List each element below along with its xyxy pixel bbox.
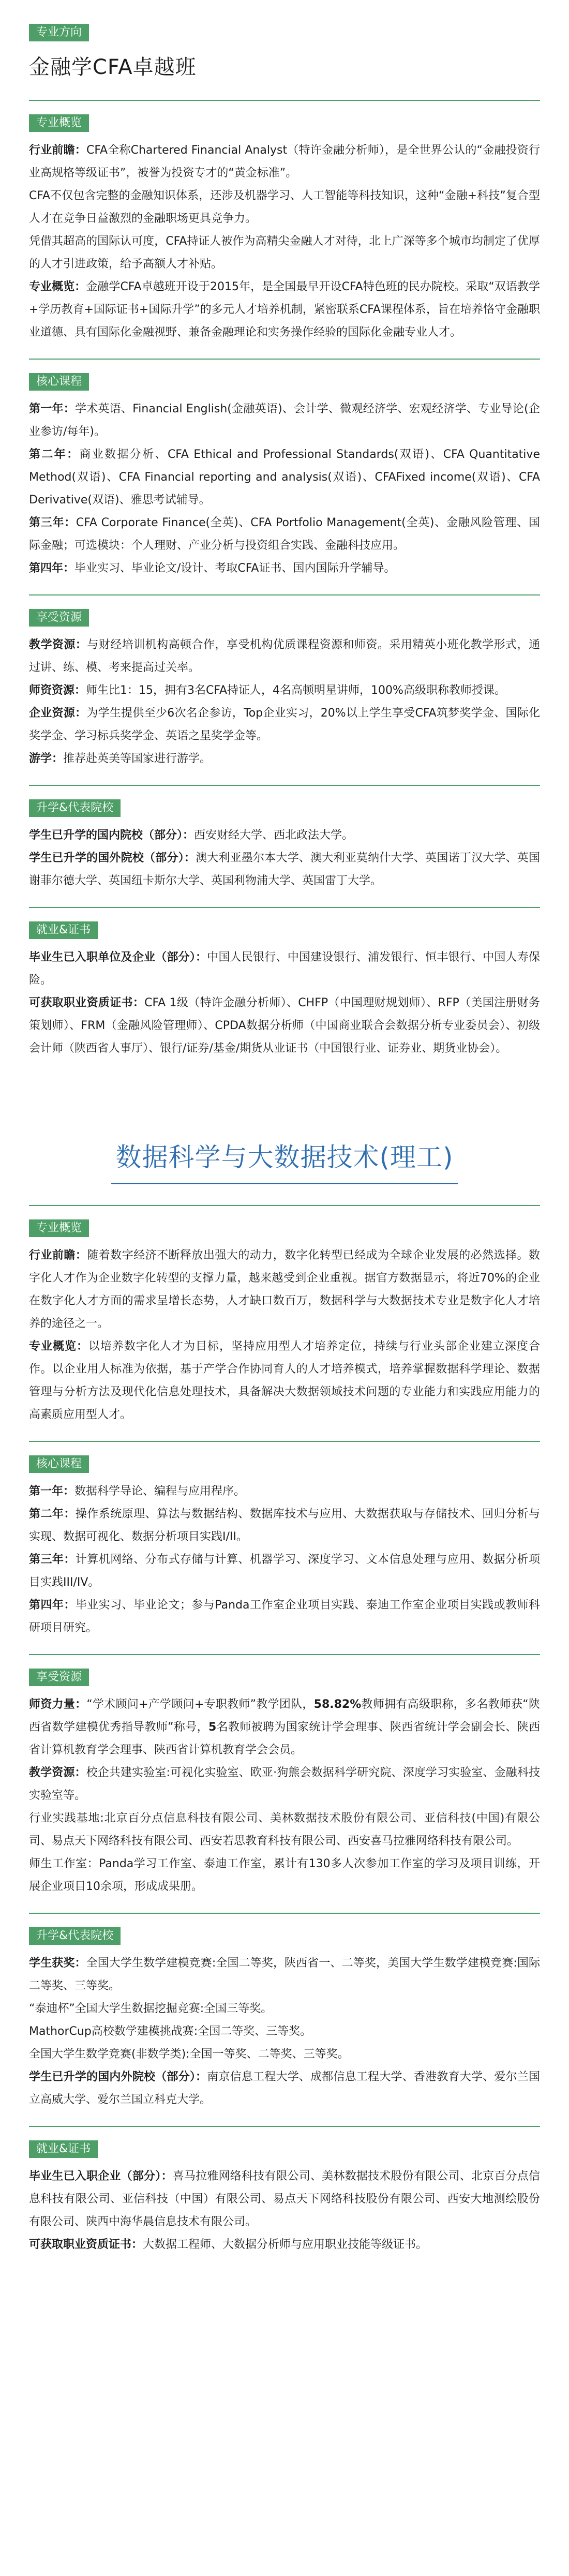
course-year-4: 第四年：毕业实习、毕业论文/设计、考取CFA证书、国内国际升学辅导。 xyxy=(29,562,396,575)
major-title: 数据科学与大数据技术(理工) xyxy=(111,1137,457,1184)
career-item: 毕业生已入职企业（部分）：喜马拉雅网络科技有限公司、美林数据技术股份有限公司、北京百分点信息科技有限公司、亚信科技（中国）有限公司、易点天下网络科技股份有限公司、西安大地测绘股份有限公司、陕西中海华晨信息技术有限公司。 xyxy=(29,2170,540,2228)
overview-block xyxy=(29,1205,540,1426)
career-item: 毕业生已入职单位及企业（部分）：中国人民银行、中国建设银行、浦发银行、恒丰银行、中国人寿保险。 xyxy=(29,951,540,987)
course-year-1: 第一年：数据科学导论、编程与应用程序。 xyxy=(29,1485,246,1498)
overview-paragraph: CFA不仅包含完整的金融知识体系，还涉及机器学习、人工智能等科技知识，这种“金融+科技”复合型人才在竞争日益激烈的金融职场更具竞争力。 xyxy=(29,189,540,225)
major-title: 金融学CFA卓越班 xyxy=(29,55,197,79)
career-item: 可获取职业资质证书：CFA 1级（特许金融分析师）、CHFP（中国理财规划师）、RFP（美国注册财务策划师）、FRM（金融风险管理师）、CPDA数据分析师（中国商业联合会数据分析专业委员会）、初级会计师（陕西省人事厅）、银行/证券/基金/期货从业证书（中国银行业、证券业、期货业协会）。 xyxy=(29,996,540,1055)
resource-item: 教学资源：校企共建实验室:可视化实验室、欧亚·狗熊会数据科学研究院、深度学习实验室、金融科技实验室等。 xyxy=(29,1766,540,1802)
career-item: 可获取职业资质证书：大数据工程师、大数据分析师与应用职业技能等级证书。 xyxy=(29,2238,428,2251)
resources-tag: 享受资源 xyxy=(29,609,89,627)
further-study-item: 学生已升学的国内外院校（部分）：南京信息工程大学、成都信息工程大学、香港教育大学、爱尔兰国立高威大学、爱尔兰国立科克大学。 xyxy=(29,2071,540,2106)
course-year-1: 第一年：学术英语、Financial English(金融英语)、会计学、微观经济学、宏观经济学、专业导论(企业参访/每年)。 xyxy=(29,403,540,438)
resource-item: 师资力量：“学术顾问+产学顾问+专职教师”教学团队，58.82%教师拥有高级职称，多名教师获“陕西省数学建模优秀指导教师”称号，5名教师被聘为国家统计学会理事、陕西省统计学会副会长、陕西省计算机教育学会理事、陕西省计算机教育学会会员。 xyxy=(29,1698,540,1756)
career-block xyxy=(29,2126,540,2256)
major-data-science-section xyxy=(0,1137,569,2256)
overview-tag: 专业概览 xyxy=(29,1219,89,1237)
resource-item: 企业资源：为学生提供至少6次名企参访，Top企业实习，20%以上学生享受CFA筑梦奖学金、国际化奖学金、学习标兵奖学金、英语之星奖学金等。 xyxy=(29,707,540,742)
course-year-3: 第三年：CFA Corporate Finance(全英)、CFA Portfolio Management(全英)、金融风险管理、国际金融；可选模块：个人理财、产业分析与投资组合实践、金融科技应用。 xyxy=(29,516,540,552)
further-study-block xyxy=(29,785,540,892)
resources-block xyxy=(29,594,540,770)
course-year-2: 第二年：商业数据分析、CFA Ethical and Professional Standards(双语)、CFA Quantitative Method(双语)、CFA Financial reporting and analysis(双语)、CFAFixed income(双语)、CFA Derivative(双语)、雅思考试辅导。 xyxy=(29,448,540,507)
section-spacer xyxy=(0,1075,569,1137)
career-tag: 就业&证书 xyxy=(29,921,98,939)
resource-item: 教学资源：与财经培训机构高顿合作，享受机构优质课程资源和师资。采用精英小班化教学形式，通过讲、练、模、考来提高过关率。 xyxy=(29,638,540,674)
overview-paragraph: 专业概览：以培养数字化人才为目标，坚持应用型人才培养定位，持续与行业头部企业建立深度合作。以企业用人标准为依据，基于产学合作协同育人的人才培养模式，培养掌握数据科学理论、数据管理与分析方法及现代化信息处理技术，具备解决大数据领域技术问题的专业能力和实践应用能力的高素质应用型人才。 xyxy=(29,1340,540,1421)
overview-block xyxy=(29,100,540,344)
major-direction-tag: 专业方向 xyxy=(29,24,89,41)
resources-block xyxy=(29,1654,540,1898)
career-block xyxy=(29,907,540,1060)
award-item: 学生获奖：全国大学生数学建模竞赛:全国二等奖，陕西省一、二等奖，美国大学生数学建模竞赛:国际二等奖、三等奖。 xyxy=(29,1957,540,1992)
course-year-3: 第三年：计算机网络、分布式存储与计算、机器学习、深度学习、文本信息处理与应用、数据分析项目实践III/IV。 xyxy=(29,1553,540,1589)
major-cfa-section xyxy=(0,0,569,1060)
overview-paragraph: 凭借其超高的国际认可度，CFA持证人被作为高精尖金融人才对待，北上广深等多个城市均制定了优厚的人才引进政策，给予高额人才补贴。 xyxy=(29,235,540,271)
courses-tag: 核心课程 xyxy=(29,1455,89,1473)
resource-item: 师生工作室：Panda学习工作室、泰迪工作室，累计有130多人次参加工作室的学习及项目训练，开展企业项目10余项，形成成果册。 xyxy=(29,1857,540,1893)
resource-item: 师资资源：师生比1：15，拥有3名CFA持证人，4名高顿明星讲师，100%高级职称教师授课。 xyxy=(29,684,506,697)
overview-tag: 专业概览 xyxy=(29,114,89,132)
further-study-block xyxy=(29,1913,540,2111)
further-study-tag: 升学&代表院校 xyxy=(29,1927,121,1945)
resources-tag: 享受资源 xyxy=(29,1669,89,1686)
further-study-tag: 升学&代表院校 xyxy=(29,799,121,817)
overview-paragraph: 专业概览：金融学CFA卓越班开设于2015年，是全国最早开设CFA特色班的民办院校。采取“双语教学+学历教育+国际证书+国际升学”的多元人才培养机制，紧密联系CFA课程体系，旨在培养恪守金融职业道德、具有国际化金融视野、兼备金融理论和实务操作经验的国际化金融专业人才。 xyxy=(29,280,540,339)
resource-item: 游学：推荐赴英美等国家进行游学。 xyxy=(29,752,212,765)
resource-item: 行业实践基地:北京百分点信息科技有限公司、美林数据技术股份有限公司、亚信科技(中国)有限公司、易点天下网络科技有限公司、西安若思教育科技有限公司、西安喜马拉雅网络科技有限公司。 xyxy=(29,1812,540,1848)
career-tag: 就业&证书 xyxy=(29,2140,98,2158)
overview-paragraph: 行业前瞻：CFA全称Chartered Financial Analyst（特许金融分析师），是全世界公认的“金融投资行业高规格等级证书”，被誉为投资专才的“黄金标准”。 xyxy=(29,144,540,180)
further-study-item: 学生已升学的国内院校（部分）：西安财经大学、西北政法大学。 xyxy=(29,829,354,842)
course-year-4: 第四年：毕业实习、毕业论文；参与Panda工作室企业项目实践、泰迪工作室企业项目实践或教师科研项目研究。 xyxy=(29,1599,540,1634)
award-item: 全国大学生数学竞赛(非数学类):全国一等奖、二等奖、三等奖。 xyxy=(29,2048,349,2061)
course-year-2: 第二年：操作系统原理、算法与数据结构、数据库技术与应用、大数据获取与存储技术、回归分析与实现、数据可视化、数据分析项目实践I/II。 xyxy=(29,1508,540,1543)
courses-block xyxy=(29,1441,540,1640)
overview-paragraph: 行业前瞻：随着数字经济不断释放出强大的动力，数字化转型已经成为全球企业发展的必然选择。数字化人才作为企业数字化转型的支撑力量，越来越受到企业重视。据官方数据显示，将近70%的企业在数字化人才方面的需求呈增长态势，人才缺口数百万，数据科学与大数据技术专业是数字化人才培养的途径之一。 xyxy=(29,1249,540,1330)
further-study-item: 学生已升学的国外院校（部分）：澳大利亚墨尔本大学、澳大利亚莫纳什大学、英国诺丁汉大学、英国谢菲尔德大学、英国纽卡斯尔大学、英国利物浦大学、英国雷丁大学。 xyxy=(29,852,540,887)
courses-tag: 核心课程 xyxy=(29,373,89,391)
courses-block xyxy=(29,359,540,580)
award-item: MathorCup高校数学建模挑战赛:全国二等奖、三等奖。 xyxy=(29,2025,312,2038)
award-item: “泰迪杯”全国大学生数据挖掘竞赛:全国三等奖。 xyxy=(29,2002,273,2015)
